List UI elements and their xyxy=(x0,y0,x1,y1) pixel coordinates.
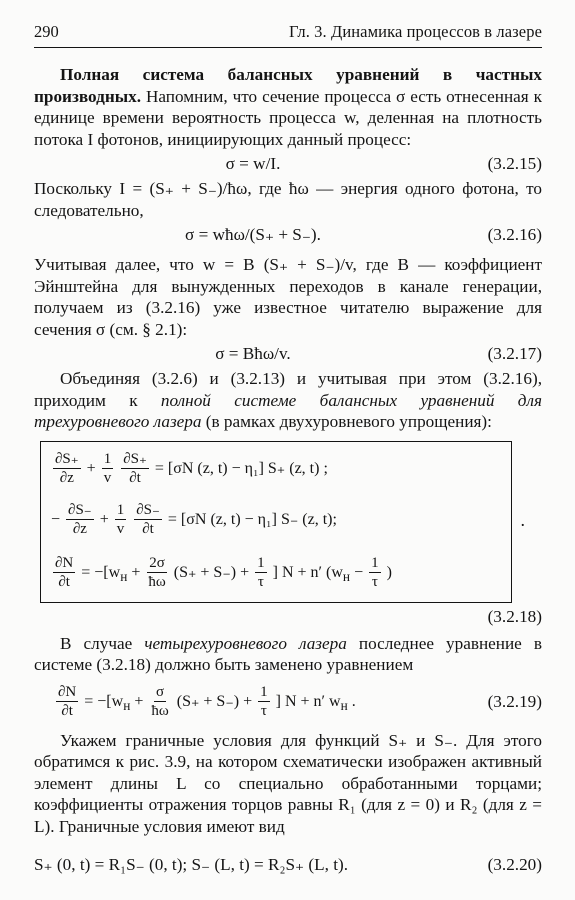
numerator: ∂N xyxy=(55,555,74,572)
paragraph-5-italic: четырехуровневого лазера xyxy=(144,633,347,653)
operator: − xyxy=(350,563,368,581)
paragraph-4-text-b: (в рамках двухуровневого упрощения): xyxy=(201,412,492,431)
paragraph-5-text-b: последнее уравнение в системе (3.2.18) должно быть заменено уравнением xyxy=(34,633,542,674)
numerator: ∂N xyxy=(58,684,77,701)
fraction xyxy=(56,683,78,720)
numerator: 1 xyxy=(260,684,268,701)
page xyxy=(34,22,542,879)
equation-number: (3.2.16) xyxy=(487,225,542,244)
fraction xyxy=(258,683,270,720)
equation-number: (3.2.17) xyxy=(487,344,542,363)
rhs-part: = −[w xyxy=(81,563,121,581)
running-head: Гл. 3. Динамика процессов в лазере xyxy=(288,22,542,41)
page-number: 290 xyxy=(34,22,59,41)
rhs: = [σN (z, t) − η₁] S₊ (z, t) ; xyxy=(154,459,328,477)
denominator: ∂z xyxy=(72,521,87,538)
subscript: н xyxy=(340,697,348,713)
fraction xyxy=(146,554,167,591)
equation-3-2-17 xyxy=(34,341,542,367)
fraction xyxy=(102,450,114,487)
fraction xyxy=(369,554,381,591)
equation-number: (3.2.18) xyxy=(487,606,542,626)
system-row-2 xyxy=(51,495,337,545)
numerator: σ xyxy=(156,684,165,701)
fraction xyxy=(53,450,81,487)
denominator: τ xyxy=(260,703,267,720)
section-heading: Полная система балансных уравнений в частных производных. xyxy=(34,65,542,106)
rhs-part: ) xyxy=(386,563,392,581)
fraction xyxy=(149,683,170,720)
numerator: ∂S₊ xyxy=(123,451,147,468)
operator: + xyxy=(127,563,145,581)
equation-body: S₊ (0, t) = R₁S₋ (0, t); S₋ (L, t) = R₂S₊ (L, t). xyxy=(34,855,349,874)
operator: + xyxy=(86,459,96,477)
numerator: 1 xyxy=(371,555,379,572)
denominator: v xyxy=(103,470,112,487)
fraction xyxy=(255,554,267,591)
paragraph-4-text-a: Объединяя (3.2.6) и (3.2.13) и учитывая при этом (3.2.16), приходим к xyxy=(34,369,542,410)
equation-3-2-16 xyxy=(34,222,542,248)
numerator: 1 xyxy=(116,502,125,519)
rhs-part: ] N + n′ w xyxy=(275,692,341,710)
rhs: = [σN (z, t) − η₁] S₋ (z, t); xyxy=(167,510,337,528)
denominator: ∂z xyxy=(59,470,74,487)
equation-system-3-2-18 xyxy=(40,441,525,603)
subscript: н xyxy=(342,568,351,584)
denominator: ∂t xyxy=(61,703,73,720)
denominator: ∂t xyxy=(129,470,141,487)
denominator: v xyxy=(116,521,125,538)
paragraph-2: Поскольку I = (S₊ + S₋)/ħω, где ħω — энергия одного фотона, то следовательно, xyxy=(34,179,542,220)
fraction xyxy=(121,450,149,487)
rhs-part: ] N + n′ (w xyxy=(272,563,343,581)
denominator: ħω xyxy=(151,703,169,720)
numerator: ∂S₋ xyxy=(68,502,92,519)
equation-body: σ = w/I. xyxy=(225,154,281,173)
subscript: н xyxy=(120,568,128,584)
paragraph-5 xyxy=(34,633,542,676)
numerator: 1 xyxy=(103,451,112,468)
equation-number: (3.2.20) xyxy=(487,855,542,874)
page-header xyxy=(34,22,542,48)
paragraph-4-italic: полной системе балансных уравнений для трехуровневого лазера xyxy=(34,390,542,431)
equation-3-2-19 xyxy=(34,680,542,724)
operator: + xyxy=(99,510,109,528)
rhs-part: (S₊ + S₋) + xyxy=(173,563,254,581)
denominator: ∂t xyxy=(58,574,70,591)
rhs-part: . xyxy=(347,692,356,710)
equation-number: (3.2.15) xyxy=(487,154,542,173)
rhs-part: (S₊ + S₋) + xyxy=(176,692,257,710)
numerator: ∂S₋ xyxy=(136,502,160,519)
paragraph-1 xyxy=(34,64,542,150)
equation-number: (3.2.19) xyxy=(487,691,542,711)
system-row-3 xyxy=(51,548,392,598)
fraction xyxy=(53,554,75,591)
denominator: ħω xyxy=(148,574,166,591)
equation-body: σ = wħω/(S₊ + S₋). xyxy=(185,225,321,244)
numerator: 2σ xyxy=(149,555,165,572)
fraction xyxy=(134,501,162,538)
numerator: 1 xyxy=(257,555,265,572)
subscript: н xyxy=(123,697,131,713)
paragraph-4 xyxy=(34,368,542,433)
system-row-1 xyxy=(51,444,328,494)
rhs-part: = −[w xyxy=(84,692,124,710)
denominator: ∂t xyxy=(142,521,154,538)
denominator: τ xyxy=(257,574,264,591)
equation-3-2-15 xyxy=(34,151,542,177)
system-trailing-dot: . xyxy=(520,509,525,530)
paragraph-6: Укажем граничные условия для функций S₊ и S₋. Для этого обратимся к рис. 3.9, на котором схематически изображен активный элемент длины L со специально обработанными торцами; коэффициенты отражения торцов равны R₁ (для z = 0) и R₂ (для z = L). Граничные условия имеют вид xyxy=(34,730,542,836)
paragraph-5-text-a: В случае xyxy=(60,633,145,653)
operator: − xyxy=(51,510,61,528)
denominator: τ xyxy=(371,574,378,591)
fraction xyxy=(115,501,127,538)
equation-body: σ = Bħω/v. xyxy=(215,344,291,363)
paragraph-3: Учитывая далее, что w = B (S₊ + S₋)/v, где B — коэффициент Эйнштейна для вынужденных переходов в канале генерации, получаем из (3.2.16) уже известное читателю выражение для сечения σ (см. § 2.1): xyxy=(34,255,542,339)
numerator: ∂S₊ xyxy=(55,451,79,468)
equation-3-2-20 xyxy=(34,851,542,879)
paragraph-1-text: Напомним, что сечение процесса σ есть отнесенная к единице времени вероятность процесса w, деленная на плотность потока I фотонов, инициирующих данный процесс: xyxy=(34,86,542,149)
equation-body xyxy=(54,680,356,728)
operator: + xyxy=(130,692,148,710)
fraction xyxy=(66,501,94,538)
